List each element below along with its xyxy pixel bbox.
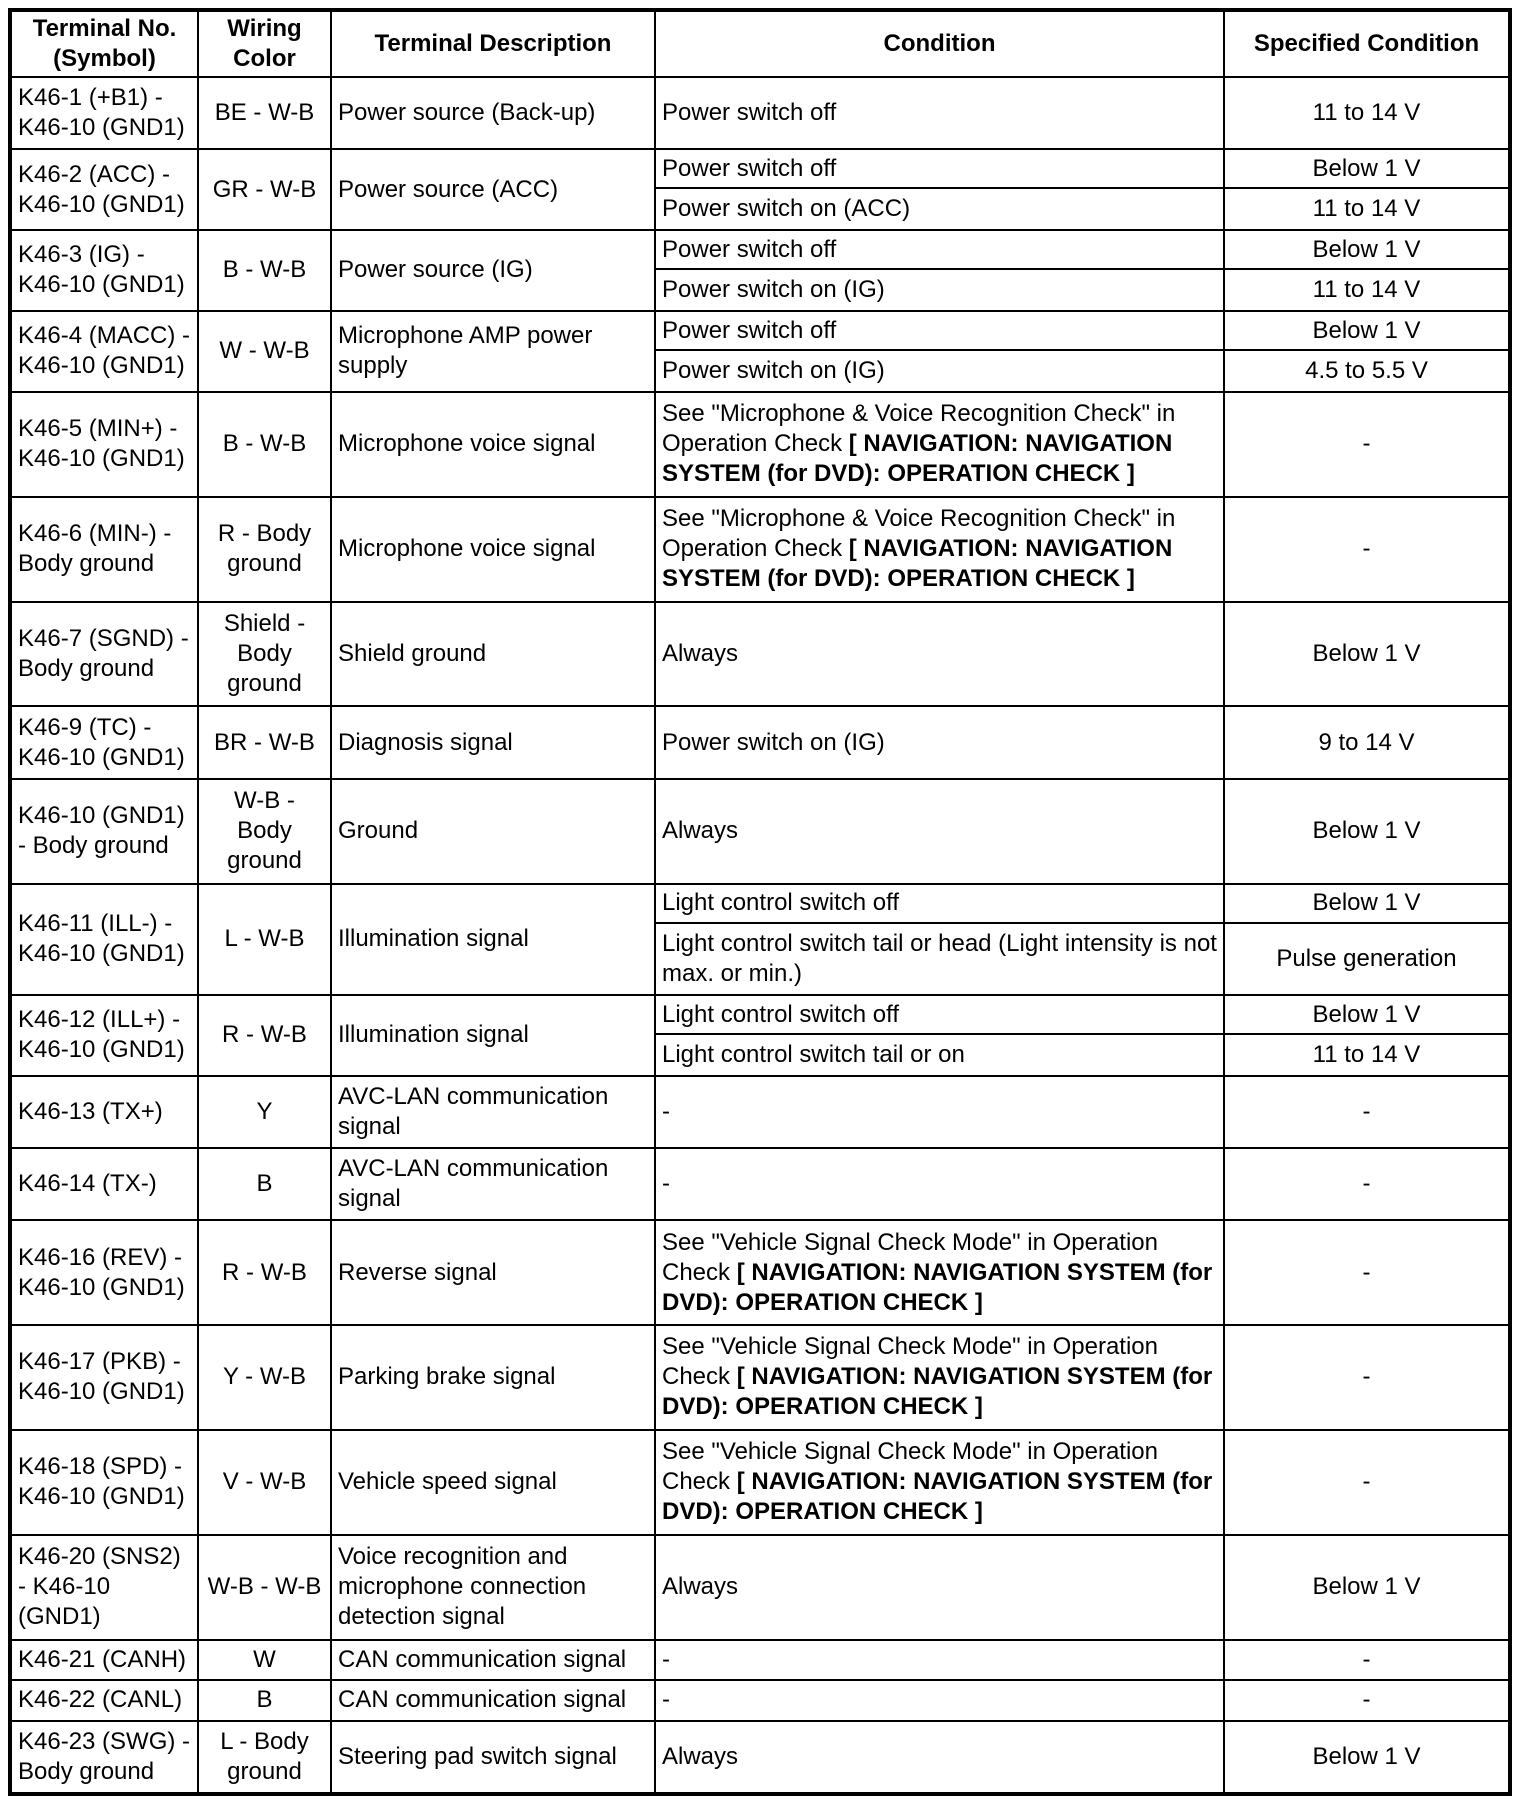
description-cell: AVC-LAN communication signal <box>331 1148 655 1220</box>
wiring-color-cell: Y <box>198 1076 331 1148</box>
condition-cell <box>655 149 1224 188</box>
specified-condition-cell: Below 1 V <box>1224 1535 1510 1640</box>
terminal-cell: K46-14 (TX-) <box>10 1148 198 1220</box>
wiring-color-cell: R - W-B <box>198 995 331 1076</box>
condition-text: Power switch off <box>662 235 837 263</box>
description-cell: CAN communication signal <box>331 1640 655 1680</box>
specified-condition-cell: 11 to 14 V <box>1224 77 1510 149</box>
description-cell: Microphone voice signal <box>331 392 655 497</box>
table-row <box>10 149 1510 188</box>
terminal-cell: K46-1 (+B1) - K46-10 (GND1) <box>10 77 198 149</box>
condition-text: Power switch on (ACC) <box>662 195 911 223</box>
table-row <box>10 1430 1510 1535</box>
table-row <box>10 1721 1510 1794</box>
condition-cell <box>655 1430 1224 1535</box>
reference-link-text: [ NAVIGATION: NAVIGATION SYSTEM (for DVD): OPERATION CHECK ] <box>662 430 1173 488</box>
table-body <box>10 77 1510 1794</box>
terminal-cell: K46-22 (CANL) <box>10 1680 198 1720</box>
condition-text: Always <box>662 1573 739 1601</box>
description-cell: Steering pad switch signal <box>331 1721 655 1794</box>
specified-condition-cell: 9 to 14 V <box>1224 706 1510 778</box>
condition-cell <box>655 923 1224 995</box>
specified-condition-cell: 4.5 to 5.5 V <box>1224 350 1510 392</box>
specified-condition-cell: - <box>1224 1148 1510 1220</box>
condition-cell <box>655 779 1224 884</box>
table-row <box>10 1148 1510 1220</box>
specified-condition-cell: - <box>1224 1680 1510 1720</box>
condition-text: Always <box>662 640 739 668</box>
header-terminal-description: Terminal Description <box>331 10 655 77</box>
specified-condition-cell: Below 1 V <box>1224 779 1510 884</box>
specified-condition-cell: - <box>1224 392 1510 497</box>
description-cell: AVC-LAN communication signal <box>331 1076 655 1148</box>
table-row <box>10 884 1510 923</box>
condition-text: See "Vehicle Signal Check Mode" in Operation Check <box>662 1438 1158 1496</box>
terminal-cell: K46-2 (ACC) - K46-10 (GND1) <box>10 149 198 230</box>
condition-text: See "Vehicle Signal Check Mode" in Operation Check <box>662 1333 1158 1391</box>
terminal-cell: K46-11 (ILL-) - K46-10 (GND1) <box>10 884 198 995</box>
condition-cell <box>655 230 1224 269</box>
reference-link-text: [ NAVIGATION: NAVIGATION SYSTEM (for DVD): OPERATION CHECK ] <box>662 535 1173 593</box>
condition-text: Power switch on (IG) <box>662 728 885 756</box>
condition-cell <box>655 884 1224 923</box>
condition-cell <box>655 1148 1224 1220</box>
terminal-cell: K46-16 (REV) - K46-10 (GND1) <box>10 1220 198 1325</box>
condition-text: - <box>662 1170 670 1198</box>
specified-condition-cell: - <box>1224 497 1510 602</box>
specified-condition-cell: - <box>1224 1430 1510 1535</box>
condition-cell <box>655 311 1224 350</box>
description-cell: Ground <box>331 779 655 884</box>
description-cell: Voice recognition and microphone connection detection signal <box>331 1535 655 1640</box>
terminal-cell: K46-20 (SNS2) - K46-10 (GND1) <box>10 1535 198 1640</box>
reference-link-text: [ NAVIGATION: NAVIGATION SYSTEM (for DVD): OPERATION CHECK ] <box>662 1258 1213 1316</box>
condition-cell <box>655 269 1224 311</box>
condition-cell <box>655 1721 1224 1794</box>
wiring-color-cell: B <box>198 1680 331 1720</box>
wiring-color-cell: BR - W-B <box>198 706 331 778</box>
condition-text: See "Microphone & Voice Recognition Check" in Operation Check <box>662 400 1176 458</box>
wiring-color-cell: L - W-B <box>198 884 331 995</box>
wiring-color-cell: Y - W-B <box>198 1325 331 1430</box>
specified-condition-cell: - <box>1224 1076 1510 1148</box>
condition-cell <box>655 706 1224 778</box>
condition-cell <box>655 350 1224 392</box>
description-cell: Diagnosis signal <box>331 706 655 778</box>
table-row <box>10 392 1510 497</box>
specified-condition-cell: Below 1 V <box>1224 311 1510 350</box>
specified-condition-cell: Below 1 V <box>1224 230 1510 269</box>
header-terminal: Terminal No. (Symbol) <box>10 10 198 77</box>
specified-condition-cell: - <box>1224 1640 1510 1680</box>
terminal-cell: K46-13 (TX+) <box>10 1076 198 1148</box>
condition-cell <box>655 188 1224 230</box>
description-cell: Reverse signal <box>331 1220 655 1325</box>
table-row <box>10 497 1510 602</box>
terminal-cell: K46-9 (TC) - K46-10 (GND1) <box>10 706 198 778</box>
terminal-cell: K46-4 (MACC) - K46-10 (GND1) <box>10 311 198 392</box>
header-specified-condition: Specified Condition <box>1224 10 1510 77</box>
condition-text: Power switch on (IG) <box>662 276 885 304</box>
header-condition: Condition <box>655 10 1224 77</box>
table-row <box>10 1076 1510 1148</box>
description-cell: Vehicle speed signal <box>331 1430 655 1535</box>
wiring-color-cell: W - W-B <box>198 311 331 392</box>
wiring-color-cell: B - W-B <box>198 230 331 311</box>
table-row <box>10 1220 1510 1325</box>
table-row <box>10 1325 1510 1430</box>
condition-cell <box>655 1535 1224 1640</box>
condition-cell <box>655 995 1224 1034</box>
terminal-cell: K46-6 (MIN-) - Body ground <box>10 497 198 602</box>
header-row <box>10 10 1510 77</box>
description-cell: CAN communication signal <box>331 1680 655 1720</box>
specified-condition-cell: Below 1 V <box>1224 884 1510 923</box>
table-row <box>10 77 1510 149</box>
condition-text: Light control switch off <box>662 1000 900 1028</box>
specified-condition-cell: Below 1 V <box>1224 602 1510 707</box>
condition-cell <box>655 1640 1224 1680</box>
terminal-cell: K46-7 (SGND) - Body ground <box>10 602 198 707</box>
condition-cell <box>655 1076 1224 1148</box>
terminal-cell: K46-21 (CANH) <box>10 1640 198 1680</box>
condition-cell <box>655 602 1224 707</box>
condition-text: - <box>662 1686 670 1714</box>
wiring-color-cell: B <box>198 1148 331 1220</box>
specified-condition-cell: Below 1 V <box>1224 995 1510 1034</box>
condition-cell <box>655 1680 1224 1720</box>
wiring-color-cell: BE - W-B <box>198 77 331 149</box>
condition-text: - <box>662 1645 670 1673</box>
description-cell: Illumination signal <box>331 884 655 995</box>
condition-cell <box>655 1034 1224 1076</box>
description-cell: Microphone AMP power supply <box>331 311 655 392</box>
table-row <box>10 706 1510 778</box>
terminal-table <box>8 8 1512 1796</box>
wiring-color-cell: L - Body ground <box>198 1721 331 1794</box>
wiring-color-cell: R - W-B <box>198 1220 331 1325</box>
description-cell: Microphone voice signal <box>331 497 655 602</box>
terminal-cell: K46-18 (SPD) - K46-10 (GND1) <box>10 1430 198 1535</box>
condition-text: See "Vehicle Signal Check Mode" in Operation Check <box>662 1228 1158 1286</box>
specified-condition-cell: - <box>1224 1220 1510 1325</box>
wiring-color-cell: GR - W-B <box>198 149 331 230</box>
table-row <box>10 230 1510 269</box>
description-cell: Power source (IG) <box>331 230 655 311</box>
table-row <box>10 1680 1510 1720</box>
reference-link-text: [ NAVIGATION: NAVIGATION SYSTEM (for DVD): OPERATION CHECK ] <box>662 1468 1213 1526</box>
specified-condition-cell: 11 to 14 V <box>1224 188 1510 230</box>
wiring-color-cell: W-B - W-B <box>198 1535 331 1640</box>
condition-text: Always <box>662 817 739 845</box>
table-row <box>10 779 1510 884</box>
terminal-cell: K46-23 (SWG) - Body ground <box>10 1721 198 1794</box>
description-cell: Shield ground <box>331 602 655 707</box>
wiring-color-cell: W <box>198 1640 331 1680</box>
specified-condition-cell: 11 to 14 V <box>1224 1034 1510 1076</box>
specified-condition-cell: Below 1 V <box>1224 1721 1510 1794</box>
wiring-color-cell: R - Body ground <box>198 497 331 602</box>
table-row <box>10 1640 1510 1680</box>
condition-text: Light control switch tail or on <box>662 1041 965 1069</box>
wiring-color-cell: W-B - Body ground <box>198 779 331 884</box>
header-wiring-color: Wiring Color <box>198 10 331 77</box>
description-cell: Power source (ACC) <box>331 149 655 230</box>
wiring-color-cell: V - W-B <box>198 1430 331 1535</box>
specified-condition-cell: 11 to 14 V <box>1224 269 1510 311</box>
wiring-color-cell: Shield - Body ground <box>198 602 331 707</box>
terminal-cell: K46-5 (MIN+) - K46-10 (GND1) <box>10 392 198 497</box>
description-cell: Power source (Back-up) <box>331 77 655 149</box>
condition-text: Power switch off <box>662 316 837 344</box>
condition-text: Power switch off <box>662 154 837 182</box>
condition-cell <box>655 392 1224 497</box>
terminal-cell: K46-12 (ILL+) - K46-10 (GND1) <box>10 995 198 1076</box>
condition-text: Power switch on (IG) <box>662 356 885 384</box>
condition-text: Light control switch off <box>662 889 900 917</box>
condition-text: See "Microphone & Voice Recognition Check" in Operation Check <box>662 505 1176 563</box>
condition-text: Light control switch tail or head (Light intensity is not max. or min.) <box>662 929 1217 987</box>
specified-condition-cell: Below 1 V <box>1224 149 1510 188</box>
condition-cell <box>655 497 1224 602</box>
terminal-cell: K46-10 (GND1) - Body ground <box>10 779 198 884</box>
reference-link-text: [ NAVIGATION: NAVIGATION SYSTEM (for DVD): OPERATION CHECK ] <box>662 1363 1213 1421</box>
description-cell: Parking brake signal <box>331 1325 655 1430</box>
condition-text: Always <box>662 1742 739 1770</box>
table-row <box>10 1535 1510 1640</box>
condition-cell <box>655 1325 1224 1430</box>
condition-text: Power switch off <box>662 99 837 127</box>
description-cell: Illumination signal <box>331 995 655 1076</box>
condition-cell <box>655 77 1224 149</box>
wiring-color-cell: B - W-B <box>198 392 331 497</box>
specified-condition-cell: - <box>1224 1325 1510 1430</box>
condition-text: - <box>662 1097 670 1125</box>
table-row <box>10 311 1510 350</box>
table-row <box>10 995 1510 1034</box>
table-row <box>10 602 1510 707</box>
terminal-cell: K46-3 (IG) - K46-10 (GND1) <box>10 230 198 311</box>
terminal-cell: K46-17 (PKB) - K46-10 (GND1) <box>10 1325 198 1430</box>
condition-cell <box>655 1220 1224 1325</box>
specified-condition-cell: Pulse generation <box>1224 923 1510 995</box>
